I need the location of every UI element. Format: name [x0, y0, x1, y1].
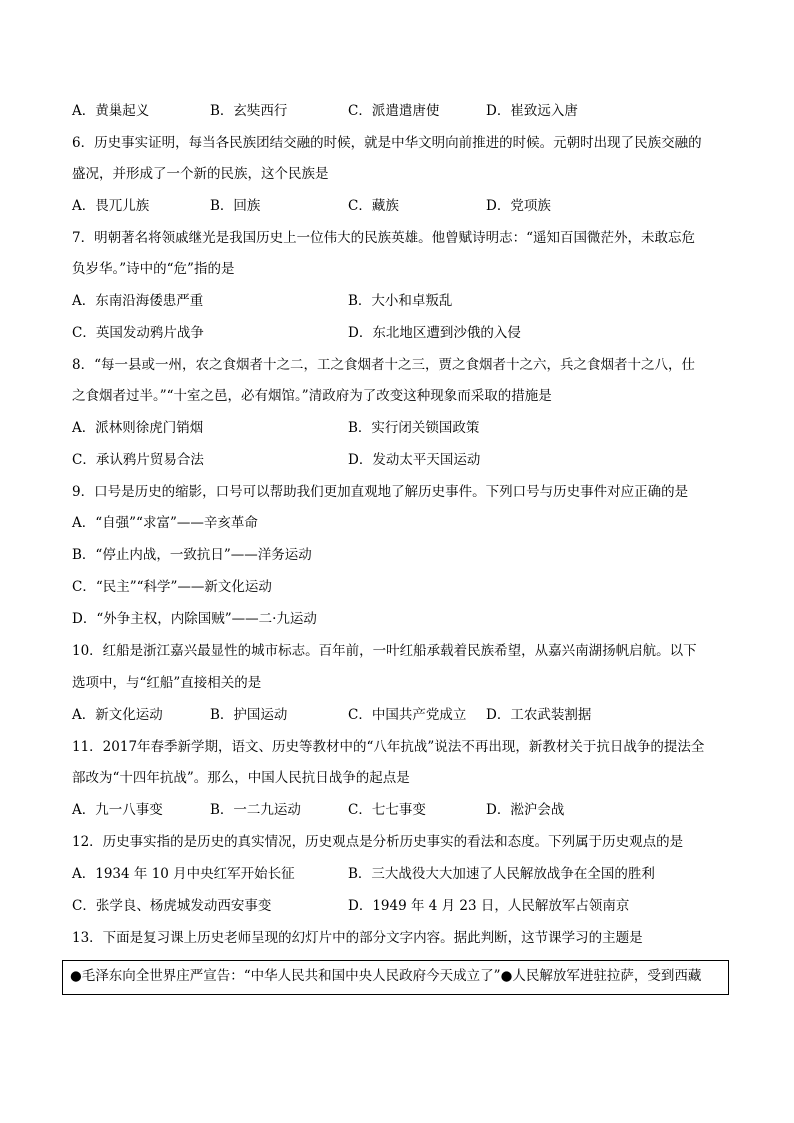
option-c: C．七七事变 — [348, 802, 426, 818]
option-b: B．大小和卓叛乱 — [348, 293, 453, 309]
option-b: B．玄奘西行 — [210, 103, 288, 119]
option-d: D．发动太平天国运动 — [348, 452, 481, 468]
option-c: C．派遣遣唐使 — [348, 103, 440, 119]
option-a: A．九一八事变 — [72, 802, 163, 818]
option-a: A．1934 年 10 月中央红军开始长征 — [72, 866, 295, 882]
option-a: A．黄巢起义 — [72, 103, 150, 119]
option-b: B．一二九运动 — [210, 802, 301, 818]
option-d: D．崔致远入唐 — [486, 103, 578, 119]
question-text: 部改为“十四年抗战”。那么，中国人民抗日战争的起点是 — [72, 770, 410, 786]
option-a: A．派林则徐虎门销烟 — [72, 420, 204, 436]
option-c: C．中国共产党成立 — [348, 707, 467, 723]
option-a: A．“自强”“求富”——辛亥革命 — [72, 515, 258, 531]
question-text: 9．口号是历史的缩影，口号可以帮助我们更加直观地了解历史事件。下列口号与历史事件对应正确的是 — [72, 484, 689, 500]
question-text: 12．历史事实指的是历史的真实情况，历史观点是分析历史事实的看法和态度。下列属于历史观点的是 — [72, 834, 684, 850]
question-text: 选项中，与“红船”直接相关的是 — [72, 675, 262, 691]
question-text: 之食烟者过半。”“十室之邑，必有烟馆。”清政府为了改变这种现象而采取的措施是 — [72, 388, 552, 404]
option-d: D．东北地区遭到沙俄的入侵 — [348, 325, 521, 341]
option-a: A．东南沿海倭患严重 — [72, 293, 204, 309]
option-d: D．1949 年 4 月 23 日，人民解放军占领南京 — [348, 898, 630, 914]
option-b: B．护国运动 — [210, 707, 288, 723]
option-d: D．党项族 — [486, 198, 551, 214]
option-a: A．新文化运动 — [72, 707, 163, 723]
option-d: D．淞沪会战 — [486, 802, 565, 818]
option-a: A．畏兀儿族 — [72, 198, 150, 214]
question-text: 8．“每一县或一州，农之食烟者十之二，工之食烟者十之三，贾之食烟者十之六，兵之食烟者十之八，仕 — [72, 357, 695, 373]
option-c: C．张学良、杨虎城发动西安事变 — [72, 898, 272, 914]
question-text: 7．明朝著名将领戚继光是我国历史上一位伟大的民族英雄。他曾赋诗明志：“遥知百国微茫外，未敢忘危 — [72, 230, 695, 246]
question-text: 11．2017年春季新学期，语文、历史等教材中的“八年抗战”说法不再出现，新教材关于抗日战争的提法全 — [72, 739, 705, 755]
option-b: B．“停止内战，一致抗日”——洋务运动 — [72, 547, 312, 563]
option-b: B．回族 — [210, 198, 261, 214]
option-c: C．藏族 — [348, 198, 399, 214]
option-b: B．三大战役大大加速了人民解放战争在全国的胜利 — [348, 866, 655, 882]
question-text: 10．红船是浙江嘉兴最显性的城市标志。百年前，一叶红船承载着民族希望，从嘉兴南湖扬帆启航。以下 — [72, 643, 697, 659]
option-c: C．承认鸦片贸易合法 — [72, 452, 204, 468]
option-d: D．“外争主权，内除国贼”——二·九运动 — [72, 611, 317, 627]
question-text: 13．下面是复习课上历史老师呈现的幻灯片中的部分文字内容。据此判断，这节课学习的主题是 — [72, 930, 643, 946]
question-text: 负岁华。”诗中的“危”指的是 — [72, 261, 235, 277]
option-d: D．工农武装割据 — [486, 707, 592, 723]
option-c: C．“民主”“科学”——新文化运动 — [72, 579, 272, 595]
option-b: B．实行闭关锁国政策 — [348, 420, 480, 436]
question-text: 盛况，并形成了一个新的民族，这个民族是 — [72, 166, 329, 182]
option-c: C．英国发动鸦片战争 — [72, 325, 204, 341]
slide-content-box: ●毛泽东向全世界庄严宣告：“中华人民共和国中央人民政府今天成立了”●人民解放军进驻拉萨，受到西藏 — [62, 960, 729, 995]
question-text: 6．历史事实证明，每当各民族团结交融的时候，就是中华文明向前推进的时候。元朝时出现了民族交融的 — [72, 135, 702, 151]
